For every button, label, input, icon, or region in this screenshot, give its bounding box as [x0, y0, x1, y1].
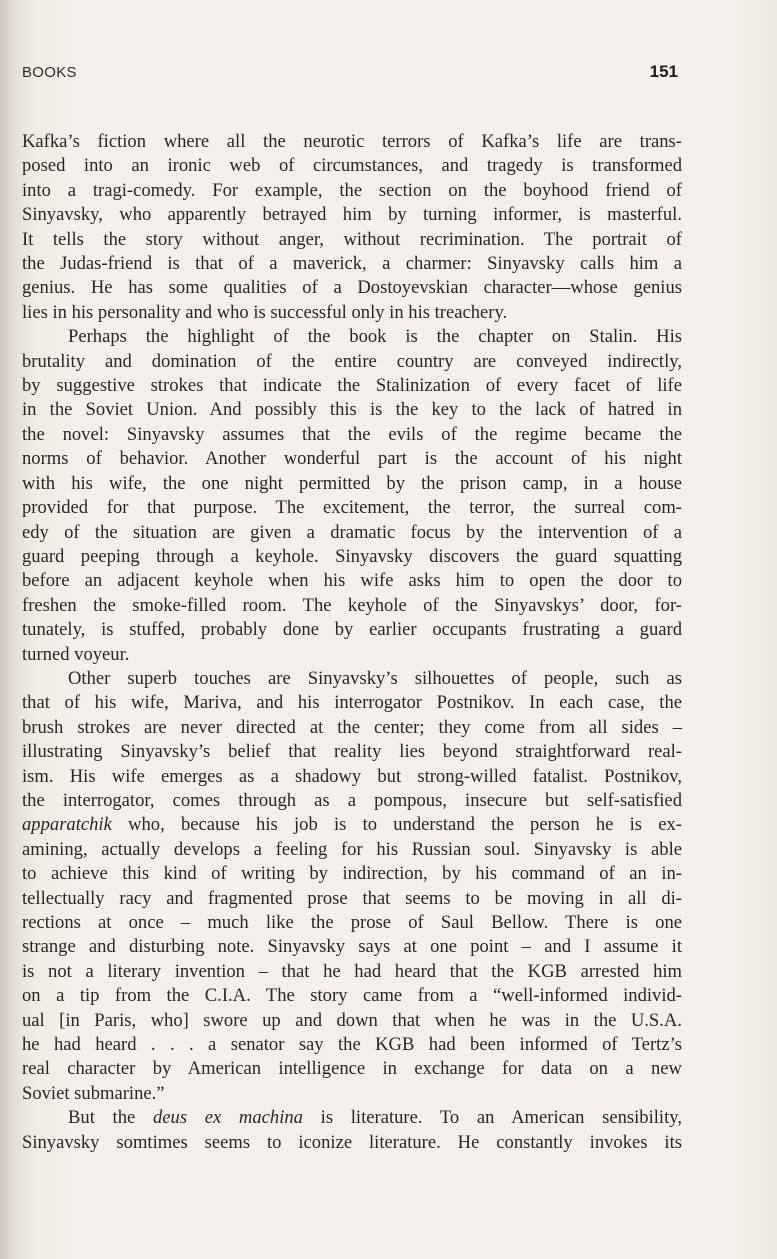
text-line	[22, 838, 682, 862]
text-line	[22, 252, 682, 276]
italic-term: apparatchik	[22, 814, 112, 836]
text-segment: he had heard . . . a senator say the KGB had been informed of Tertz’s	[22, 1034, 682, 1056]
text-segment: is not a literary invention – that he had heard that the KGB arrested him	[22, 960, 682, 982]
text-line	[22, 374, 682, 398]
text-segment: is literature. To an American sensibility,	[302, 1107, 683, 1129]
text-segment: the interrogator, comes through as a pompous, insecure but self-satisfied	[22, 789, 682, 811]
text-line	[22, 447, 682, 471]
text-segment: provided for that purpose. The excitement, the terror, the surreal com-	[22, 497, 682, 519]
text-segment: Sinyavsky somtimes seems to iconize literature. He constantly invokes its	[22, 1131, 682, 1153]
text-segment: that of his wife, Mariva, and his interrogator Postnikov. In each case, the	[22, 692, 682, 714]
text-segment: who, because his job is to understand the person he is ex-	[111, 814, 682, 836]
page-number: 151	[649, 62, 678, 81]
text-line	[22, 1106, 682, 1130]
text-line	[22, 740, 682, 764]
text-line	[22, 325, 682, 349]
text-segment: brutality and domination of the entire country are conveyed indirectly,	[22, 350, 682, 372]
text-line	[22, 716, 682, 740]
running-head	[22, 62, 678, 84]
text-segment: lies in his personality and who is successful only in his treachery.	[22, 301, 508, 323]
text-line	[22, 1131, 682, 1155]
text-line	[22, 203, 682, 227]
text-segment: posed into an ironic web of circumstances, and tragedy is transformed	[22, 155, 682, 177]
text-segment: brush strokes are never directed at the center; they come from all sides –	[22, 716, 682, 738]
text-segment: illustrating Sinyavsky’s belief that reality lies beyond straightforward real-	[22, 741, 682, 763]
text-line	[22, 228, 682, 252]
text-line	[22, 911, 682, 935]
section-title: BOOKS	[22, 64, 77, 81]
text-line	[22, 545, 682, 569]
text-segment: to achieve this kind of writing by indirection, by his command of an in-	[22, 863, 682, 885]
text-line	[22, 765, 682, 789]
text-line	[22, 521, 682, 545]
text-segment: ism. His wife emerges as a shadowy but strong-willed fatalist. Postnikov,	[22, 765, 682, 787]
text-line	[22, 154, 682, 178]
text-segment: turned voyeur.	[22, 643, 130, 665]
text-segment: rections at once – much like the prose of Saul Bellow. There is one	[22, 912, 682, 933]
text-line	[22, 301, 682, 325]
text-line	[22, 813, 682, 837]
text-segment: freshen the smoke-filled room. The keyhole of the Sinyavskys’ door, for-	[22, 594, 682, 616]
text-line	[22, 960, 682, 984]
text-segment: Sinyavsky, who apparently betrayed him by turning informer, is masterful.	[22, 204, 682, 226]
text-line	[22, 789, 682, 813]
italic-term: deus ex machina	[152, 1107, 303, 1129]
text-line	[22, 423, 682, 447]
text-segment: guard peeping through a keyhole. Sinyavsky discovers the guard squatting	[22, 545, 682, 567]
text-segment: before an adjacent keyhole when his wife asks him to open the door to	[22, 570, 682, 592]
text-segment: But the	[68, 1107, 153, 1129]
text-line	[22, 887, 682, 911]
text-segment: norms of behavior. Another wonderful part is the account of his night	[22, 448, 682, 470]
text-line	[22, 398, 682, 422]
text-line	[22, 472, 682, 496]
text-segment: Perhaps the highlight of the book is the chapter on Stalin. His	[68, 326, 682, 348]
text-line	[22, 569, 682, 593]
text-line	[22, 350, 682, 374]
text-line	[22, 276, 682, 300]
text-segment: on a tip from the C.I.A. The story came from a “well-informed individ-	[22, 985, 682, 1007]
text-segment: real character by American intelligence in exchange for data on a new	[22, 1058, 682, 1080]
text-line	[22, 691, 682, 715]
text-line	[22, 594, 682, 618]
text-segment: tellectually racy and fragmented prose that seems to be moving in all di-	[22, 887, 682, 909]
text-segment: tunately, is stuffed, probably done by earlier occupants frustrating a guard	[22, 619, 682, 641]
text-line	[22, 643, 682, 667]
text-segment: edy of the situation are given a dramatic focus by the intervention of a	[22, 521, 682, 543]
text-segment: amining, actually develops a feeling for his Russian soul. Sinyavsky is able	[22, 838, 682, 860]
text-line	[22, 618, 682, 642]
text-line	[22, 984, 682, 1008]
text-line	[22, 496, 682, 520]
text-line	[22, 1082, 682, 1106]
text-segment: Soviet submarine.”	[22, 1082, 165, 1104]
text-line	[22, 935, 682, 959]
text-segment: the novel: Sinyavsky assumes that the evils of the regime became the	[22, 423, 682, 445]
text-segment: with his wife, the one night permitted by the prison camp, in a house	[22, 472, 682, 494]
text-line	[22, 667, 682, 691]
text-segment: strange and disturbing note. Sinyavsky says at one point – and I assume it	[22, 936, 682, 958]
text-segment: the Judas-friend is that of a maverick, a charmer: Sinyavsky calls him a	[22, 253, 682, 275]
text-line	[22, 862, 682, 886]
body-text	[22, 130, 682, 1155]
text-line	[22, 130, 682, 154]
text-segment: genius. He has some qualities of a Dostoyevskian character—whose genius	[22, 277, 682, 299]
text-segment: Kafka’s fiction where all the neurotic terrors of Kafka’s life are trans-	[22, 131, 682, 152]
text-segment: in the Soviet Union. And possibly this is the key to the lack of hatred in	[22, 399, 682, 421]
text-line	[22, 179, 682, 203]
text-segment: by suggestive strokes that indicate the Stalinization of every facet of life	[22, 375, 682, 397]
text-segment: Other superb touches are Sinyavsky’s silhouettes of people, such as	[68, 667, 682, 689]
text-segment: It tells the story without anger, without recrimination. The portrait of	[22, 228, 682, 250]
text-line	[22, 1033, 682, 1057]
text-segment: ual [in Paris, who] swore up and down that when he was in the U.S.A.	[22, 1009, 682, 1031]
text-line	[22, 1057, 682, 1081]
text-line	[22, 1009, 682, 1033]
text-segment: into a tragi-comedy. For example, the section on the boyhood friend of	[22, 179, 682, 201]
